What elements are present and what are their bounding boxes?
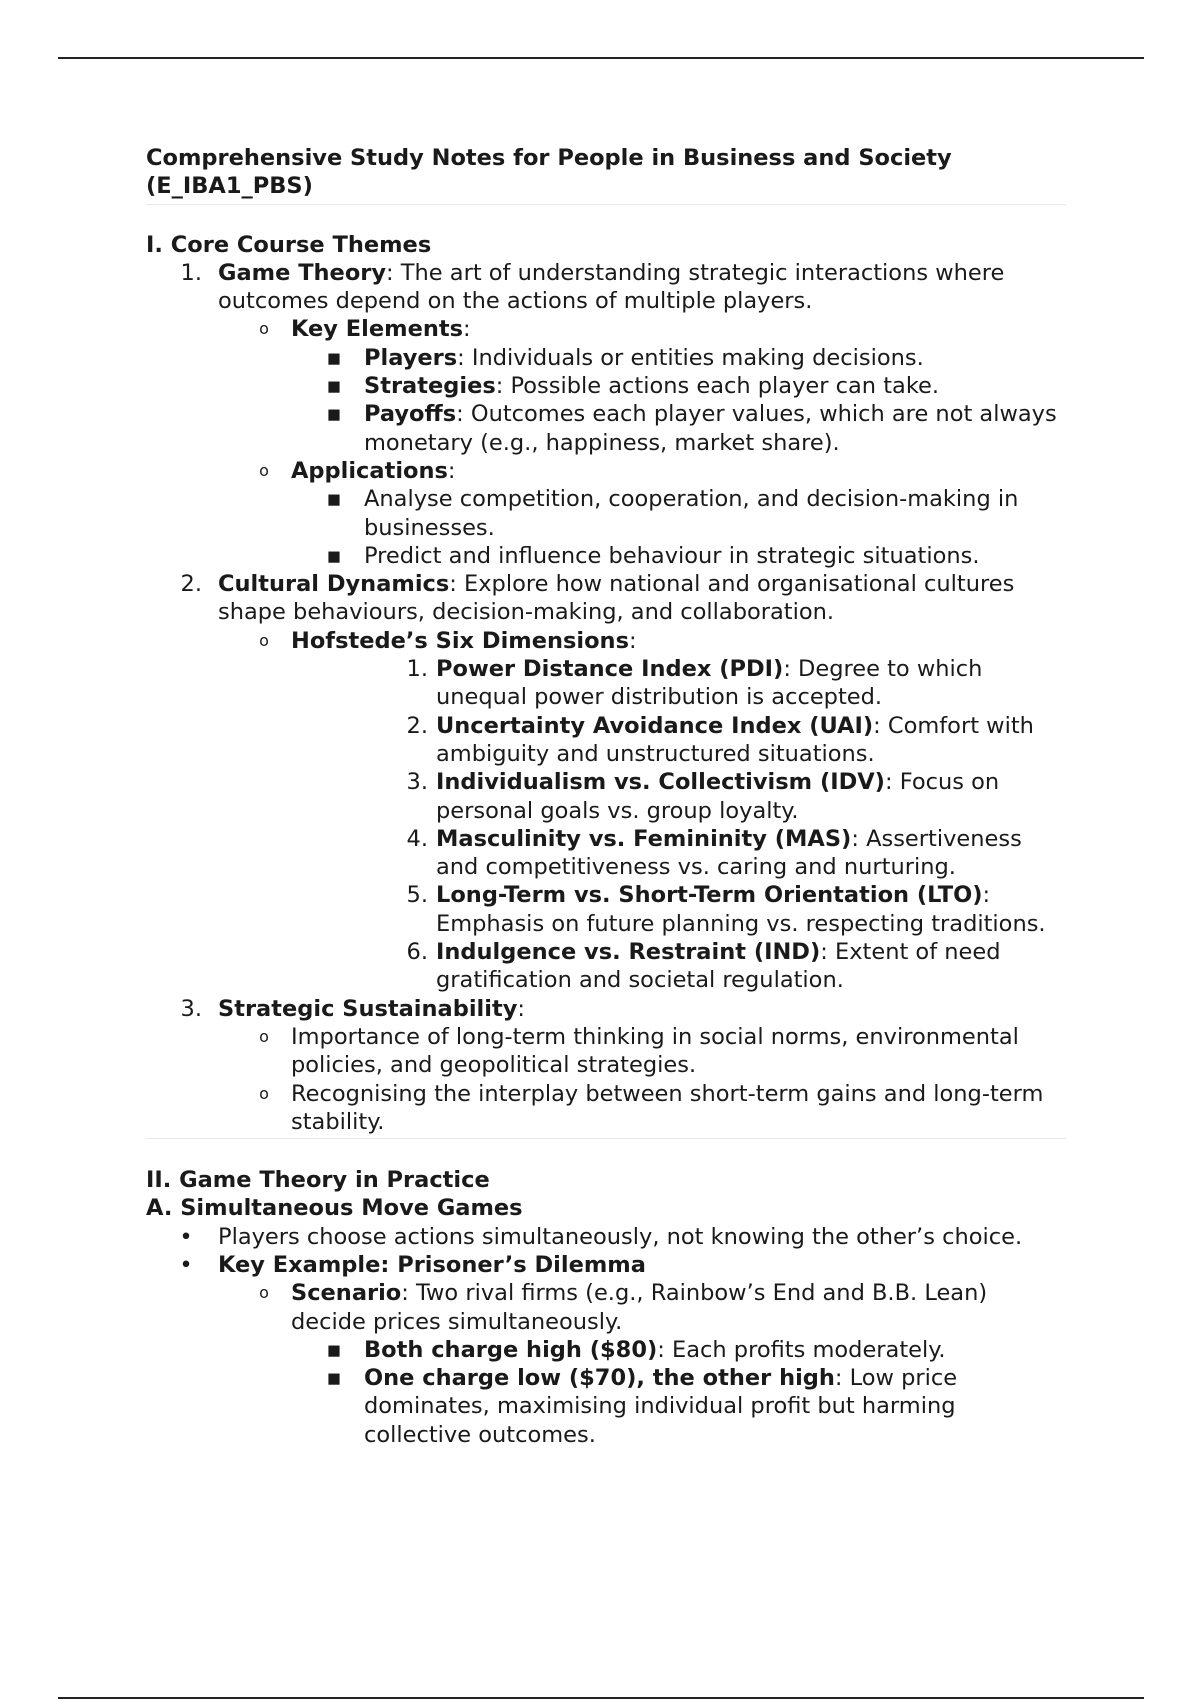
section-heading: II. Game Theory in Practice [146,1167,490,1194]
square-bullet-icon: ▪ [326,373,342,400]
term: Both charge high ($80) [364,1336,658,1363]
definition: : Individuals or entities making decisions. [457,344,924,371]
item-text: Recognising the interplay between short-term gains and long-term stability. [291,1080,1044,1135]
list-item [146,712,1066,769]
list-number: 6. [406,939,428,966]
term: Scenario [291,1280,402,1307]
square-bullet-icon: ▪ [326,1365,342,1392]
item-text: Analyse competition, cooperation, and decision-making in businesses. [364,486,1019,541]
list-item [146,1279,1066,1336]
list-item [146,938,1066,995]
definition: : Comfort with ambiguity and unstructured situations. [436,712,1034,767]
list-item [146,485,1066,542]
term: Uncertainty Avoidance Index (UAI) [436,712,874,739]
term: Individualism vs. Collectivism (IDV) [436,769,885,796]
list-item [146,768,1066,825]
list-item [146,1023,1066,1080]
list-item [146,655,1066,712]
term: Masculinity vs. Femininity (MAS) [436,825,852,852]
list-item [146,259,1066,316]
circle-bullet-icon: o [259,319,269,339]
list-number: 1. [180,259,202,286]
definition: : Possible actions each player can take. [495,373,940,400]
punctuation: : [628,627,637,654]
term: Players [364,344,458,371]
list-item [146,1364,1066,1449]
list-number: 4. [406,825,428,852]
square-bullet-icon: ▪ [326,542,342,569]
list-number: 3. [406,769,428,796]
definition: : Extent of need gratification and societal regulation. [436,939,1001,994]
dot-bullet-icon: • [179,1223,193,1250]
circle-bullet-icon: o [259,630,269,650]
punctuation: : [447,457,456,484]
divider [146,1138,1066,1139]
definition: : Two rival firms (e.g., Rainbow’s End and B.B. Lean) decide prices simultaneously. [291,1280,988,1335]
term: Cultural Dynamics [218,571,450,598]
term: Power Distance Index (PDI) [436,656,784,683]
definition: : Outcomes each player values, which are not always monetary (e.g., happiness, market share). [364,401,1057,456]
list-item [146,315,1066,343]
definition: : Focus on personal goals vs. group loyalty. [436,769,1000,824]
divider [146,204,1066,205]
term: Payoffs [364,401,457,428]
list-item [146,570,1066,627]
list-item [146,1251,1066,1279]
list-item [146,627,1066,655]
term: Game Theory [218,259,387,286]
item-text: Key Example: Prisoner’s Dilemma [218,1251,646,1278]
dot-bullet-icon: • [179,1251,193,1278]
definition: : The art of understanding strategic interactions where outcomes depend on the actions of multiple players. [218,259,1005,315]
term: Indulgence vs. Restraint (IND) [436,939,821,966]
list-number: 2. [406,712,428,739]
definition: : Degree to which unequal power distribution is accepted. [436,656,983,711]
square-bullet-icon: ▪ [326,401,342,428]
term: Strategies [364,373,496,400]
item-text: Importance of long-term thinking in social norms, environmental policies, and geopolitical strategies. [291,1023,1019,1079]
punctuation: : [517,995,525,1022]
item-text: Predict and influence behaviour in strategic situations. [364,542,980,569]
list-item [146,372,1066,400]
term: Key Elements [291,316,464,343]
term: Strategic Sustainability [218,995,518,1022]
square-bullet-icon: ▪ [326,486,342,513]
list-item [146,995,1066,1023]
list-number: 1. [406,656,428,683]
list-item [146,400,1066,457]
list-number: 2. [180,571,202,598]
list-item [146,1223,1066,1251]
top-rule [58,57,1144,59]
list-item [146,457,1066,485]
list-item [146,344,1066,372]
definition: : Each profits moderately. [657,1336,946,1363]
definition: : Low price dominates, maximising individual profit but harming collective outcomes. [364,1365,958,1448]
circle-bullet-icon: o [259,1083,269,1103]
list-item [146,1336,1066,1364]
square-bullet-icon: ▪ [326,1336,342,1363]
list-item [146,1080,1066,1137]
list-number: 5. [406,882,428,909]
punctuation: : [463,316,471,343]
circle-bullet-icon: o [259,460,269,480]
bottom-rule [58,1697,1144,1699]
term: One charge low ($70), the other high [364,1365,835,1392]
term: Applications [291,457,448,484]
circle-bullet-icon: o [259,1026,269,1046]
item-text: Players choose actions simultaneously, not knowing the other’s choice. [218,1223,1023,1250]
document-body [146,144,1066,1449]
definition: : Emphasis on future planning vs. respecting traditions. [436,882,1046,937]
term: Long-Term vs. Short-Term Orientation (LTO) [436,882,983,909]
section-heading: I. Core Course Themes [146,231,432,258]
document-title: Comprehensive Study Notes for People in Business and Society (E_IBA1_PBS) [146,145,952,200]
list-item [146,881,1066,938]
list-item [146,825,1066,882]
definition: : Explore how national and organisational cultures shape behaviours, decision-making, and collaboration. [218,571,1015,626]
list-number: 3. [180,995,202,1022]
subsection-heading: A. Simultaneous Move Games [146,1195,523,1222]
term: Hofstede’s Six Dimensions [291,627,629,654]
definition: : Assertiveness and competitiveness vs. caring and nurturing. [436,825,1022,881]
square-bullet-icon: ▪ [326,344,342,371]
list-item [146,542,1066,570]
circle-bullet-icon: o [259,1283,269,1303]
